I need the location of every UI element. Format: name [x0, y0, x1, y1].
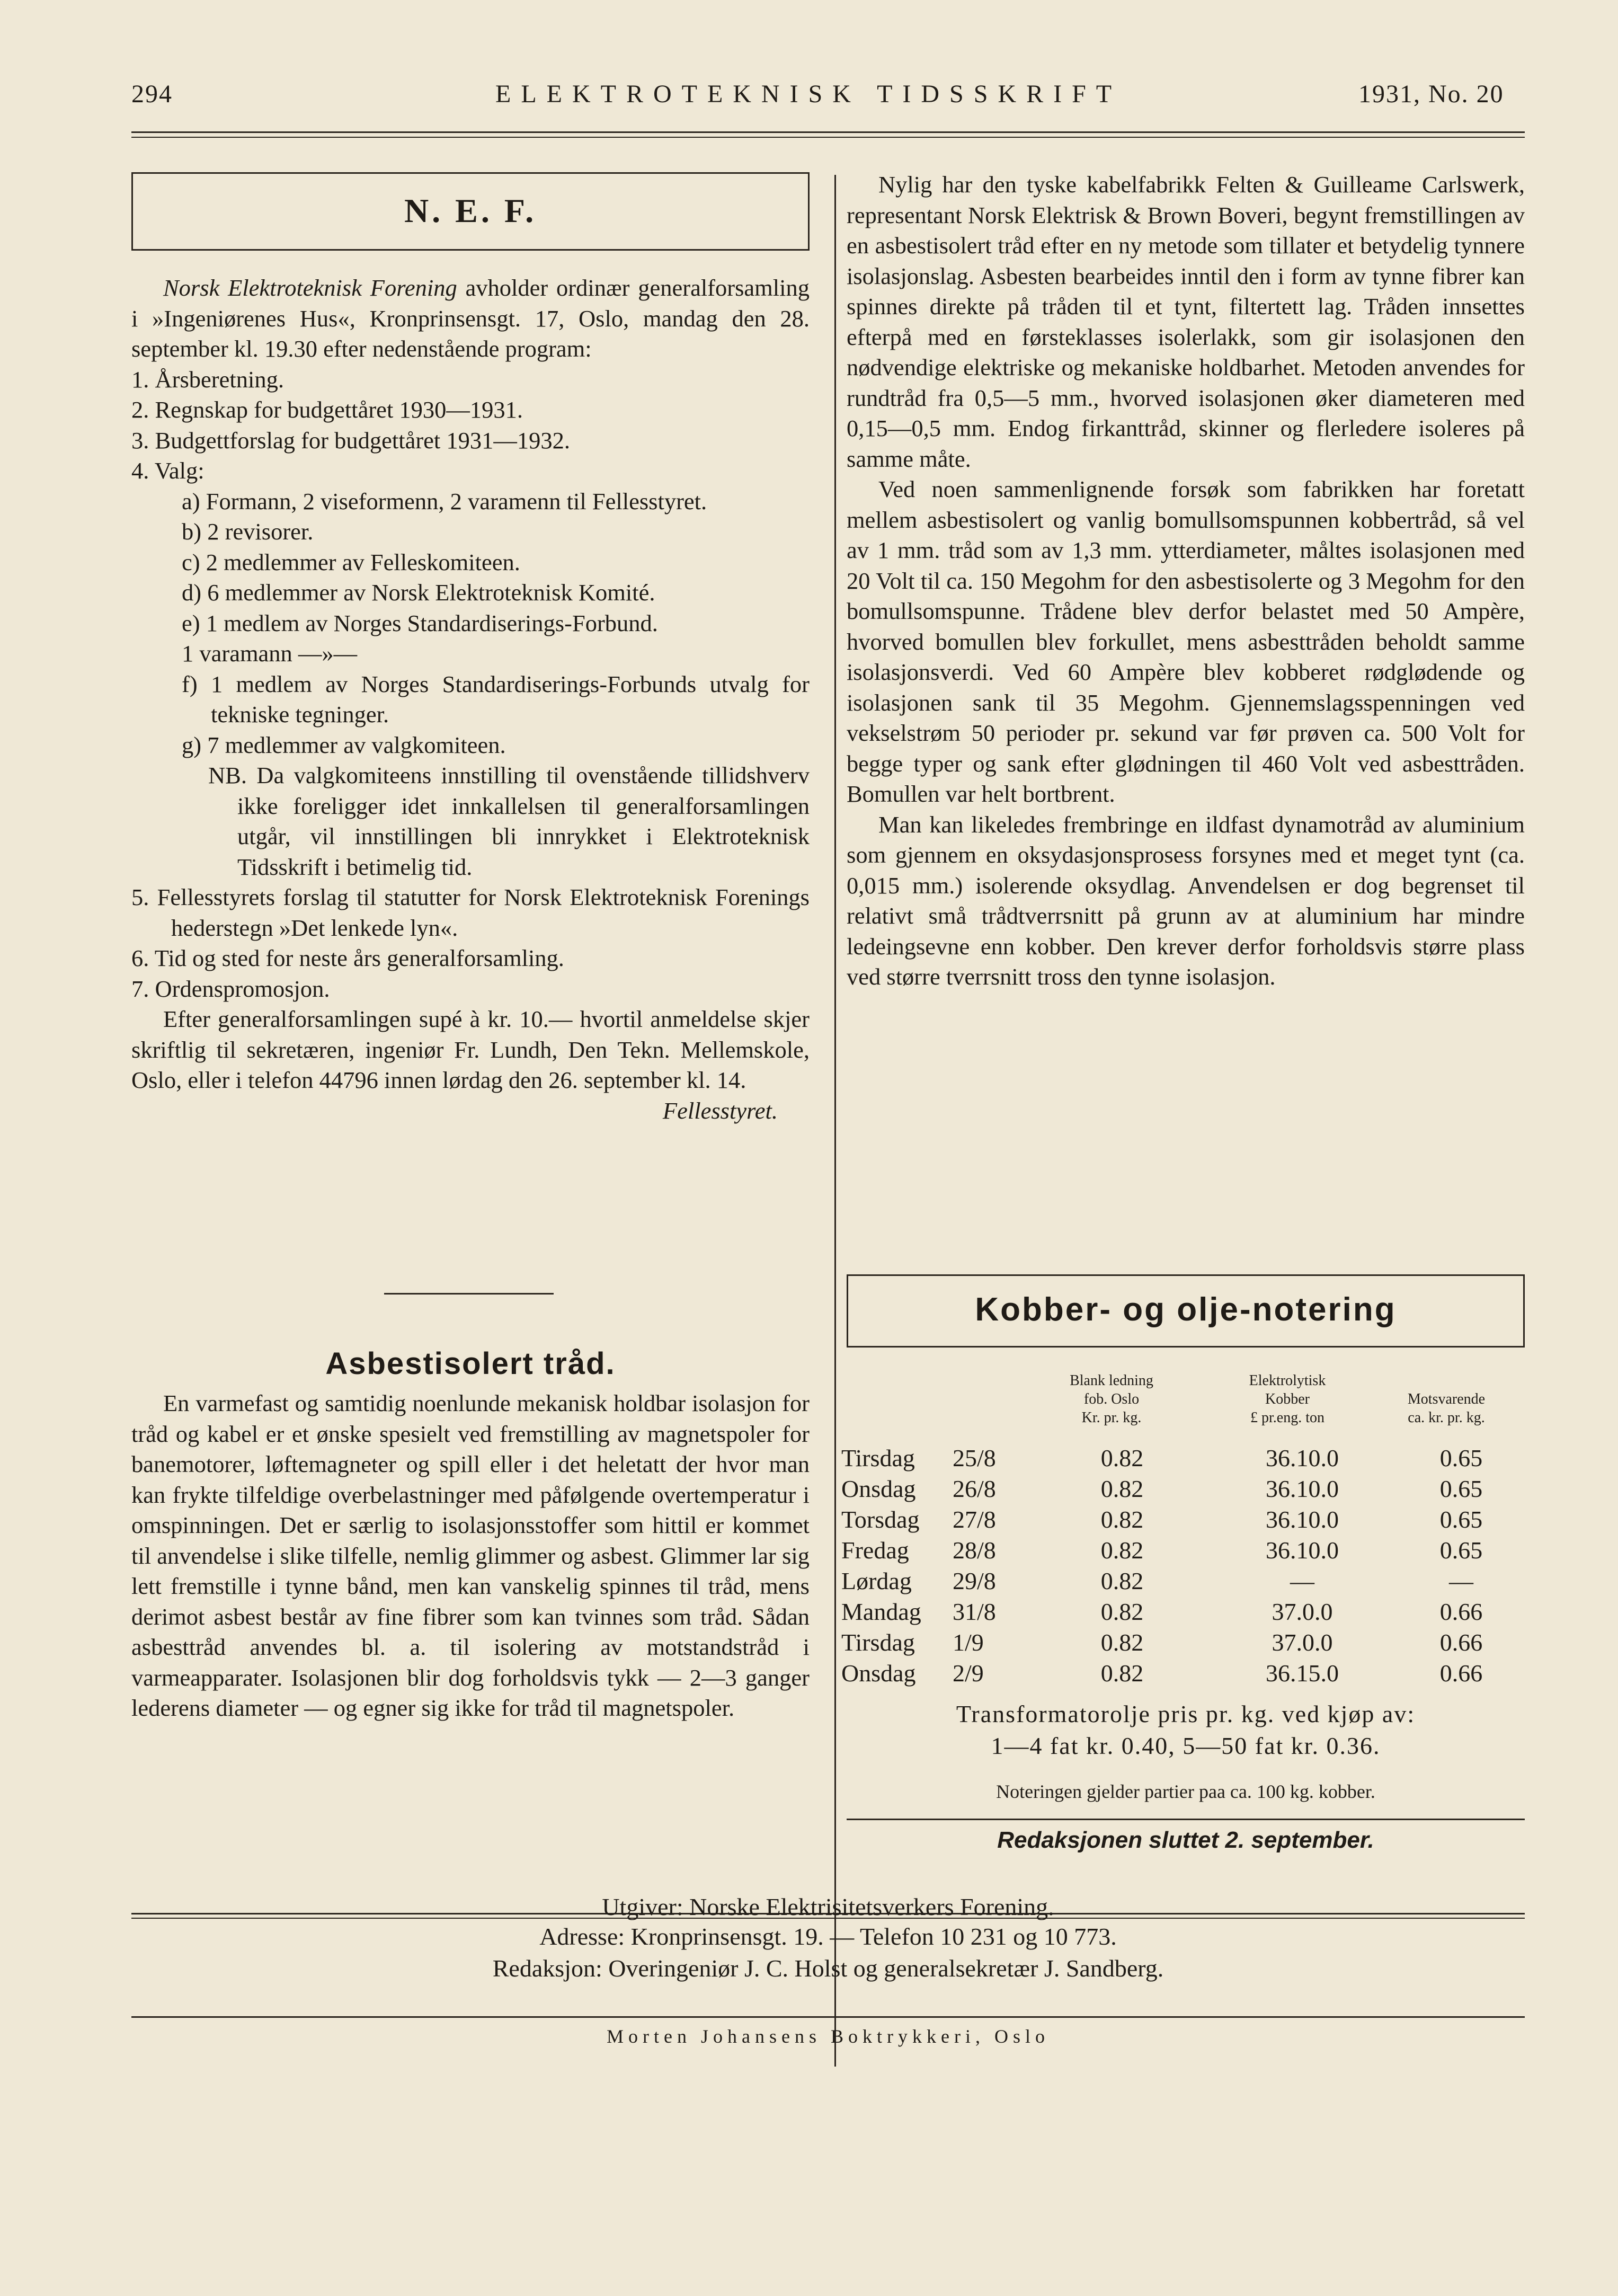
cell-kobber: 36.15.0 [1266, 1660, 1339, 1687]
nef-item: 3. Budgettforslag for budgettåret 1931—1932. [131, 427, 571, 454]
cell-motsvarende: 0.66 [1439, 1660, 1483, 1687]
cell-kobber: 36.10.0 [1266, 1506, 1339, 1533]
kobber-heading: Kobber- og olje-notering [847, 1274, 1525, 1348]
cell-blank: 0.82 [1100, 1444, 1144, 1471]
nef-item: 5. Fellesstyrets forslag til statutter for Norsk Elektroteknisk Forenings hederstegn »Det lenkede lyn«. [131, 884, 810, 941]
nef-intro-italic: Norsk Elektroteknisk Forening [163, 274, 457, 301]
nef-intro-text: avholder ordinær generalforsamling i »Ingeniørenes Hus«, Kronprinsensgt. 17, Oslo, mandag den 28. september kl. 19.30 efter nedenstående program: [131, 274, 810, 362]
table-row [841, 1444, 1530, 1475]
nef-nb: NB. Da valgkomiteens innstilling til ovenstående tillidshverv ikke foreligger idet innkallelsen til generalforsamlingen utgår, vil innstillingen bli innrykket i Elektroteknisk Tidsskrift i betimelig tid. [208, 762, 810, 880]
cell-motsvarende: 0.66 [1439, 1629, 1483, 1656]
asbest-paragraph: Man kan likeledes frembringe en ildfast dynamotråd av aluminium som gjennem en oksydasjonsprosess forsynes med et meget tynt (ca. 0,015 mm.) isolerende oksydlag. Anvendelsen er dog begrenset til relativt små trådtverrsnitt på grunn av at aluminium har mindre ledeingsevne enn kobber. Den krever derfor forholdsvis større plass ved større tverrsnitt tross den tynne isolasjon. [847, 811, 1525, 990]
oil-price-line: Transformatorolje pris pr. kg. ved kjøp av: [956, 1700, 1416, 1727]
cell-motsvarende: 0.65 [1439, 1537, 1483, 1564]
cell-date: 28/8 [953, 1537, 996, 1564]
cell-date: 2/9 [953, 1660, 984, 1687]
nef-item: 4. Valg: [131, 457, 205, 484]
cell-day: Onsdag [841, 1660, 916, 1687]
cell-blank: 0.82 [1100, 1506, 1144, 1533]
cell-day: Lørdag [841, 1567, 912, 1594]
header-line: Blank ledning [1070, 1372, 1153, 1389]
cell-kobber: 36.10.0 [1266, 1537, 1339, 1564]
asbest-paragraph: Ved noen sammenlignende forsøk som fabrikken har foretatt mellem asbestisolert og vanlig bomullsomspunnen kobbertråd, så vel av 1 mm. tråd som av 1,3 mm. ytterdiameter, måltes isolasjonen med 20 Volt til ca. 150 Megohm for den asbestisolerte og 3 Megohm for den bomullsomspunne. Trådene blev derfor belastet med 50 Ampère, hvorved bomullen blev forkullet, mens asbesttråden beholdt samme isolasjonsverdi. Ved 60 Ampère blev kobberet rødglødende og isolasjonen sank til 35 Megohm. Gjennemslagsspenningen ved vekselstrøm 50 perioder pr. sekund var før prøven ca. 500 Volt for begge typer og sank efter glødningen til 460 Volt ved asbesttråden. Bomullen var helt bortbrent. [847, 476, 1525, 807]
oil-price-values: 1—4 fat kr. 0.40, 5—50 fat kr. 0.36. [991, 1732, 1381, 1759]
nef-subitem: a) Formann, 2 viseformenn, 2 varamenn til Fellesstyret. [182, 487, 707, 515]
table-end-rule [847, 1819, 1525, 1820]
cell-kobber: — [1290, 1567, 1314, 1594]
cell-kobber: 36.10.0 [1266, 1475, 1339, 1502]
header-line: ca. kr. pr. kg. [1408, 1409, 1485, 1426]
header-line: £ pr.eng. ton [1250, 1409, 1324, 1426]
cell-motsvarende: 0.66 [1439, 1598, 1483, 1625]
editorial-closed-note: Redaksjonen sluttet 2. september. [997, 1827, 1374, 1853]
editors-line: Redaksjon: Overingeniør J. C. Holst og generalsekretær J. Sandberg. [492, 1955, 1164, 1982]
cell-kobber: 37.0.0 [1272, 1598, 1333, 1625]
nef-subitem: d) 6 medlemmer av Norsk Elektroteknisk Komité. [182, 579, 655, 606]
cell-date: 27/8 [953, 1506, 996, 1533]
cell-day: Torsdag [841, 1506, 920, 1533]
cell-date: 25/8 [953, 1444, 996, 1471]
column-header-kobber [1208, 1371, 1367, 1427]
asbest-heading: Asbestisolert tråd. [325, 1346, 616, 1381]
cell-motsvarende: 0.65 [1439, 1444, 1483, 1471]
nef-closing: Efter generalforsamlingen supé à kr. 10.— hvortil anmeldelse skjer skriftlig til sekretæren, ingeniør Fr. Lundh, Den Tekn. Mellemskole, Oslo, eller i telefon 44796 innen lørdag den 26. september kl. 14. [131, 1006, 810, 1093]
nef-subitem: 1 varamann —»— [182, 640, 358, 667]
printer-line: Morten Johansens Boktrykkeri, Oslo [607, 2026, 1050, 2047]
page-number: 294 [131, 80, 173, 108]
table-row [841, 1475, 1530, 1505]
cell-date: 26/8 [953, 1475, 996, 1502]
nef-subitem: e) 1 medlem av Norges Standardiserings-Forbund. [182, 609, 658, 636]
header-rule [131, 131, 1525, 138]
column-header-blank [1037, 1371, 1186, 1427]
table-row [841, 1628, 1530, 1659]
cell-blank: 0.82 [1100, 1537, 1144, 1564]
header-line: Motsvarende [1407, 1391, 1486, 1407]
cell-blank: 0.82 [1100, 1475, 1144, 1502]
asbest-body-left [131, 1388, 810, 1724]
column-header-motsvarende [1372, 1390, 1521, 1427]
table-row [841, 1505, 1530, 1536]
cell-day: Tirsdag [841, 1629, 915, 1656]
issue-number: 1931, No. 20 [1358, 80, 1504, 108]
table-row [841, 1598, 1530, 1628]
cell-motsvarende: 0.65 [1439, 1506, 1483, 1533]
nef-item: 1. Årsberetning. [131, 366, 284, 393]
nef-heading: N. E. F. [131, 172, 810, 251]
journal-title: ELEKTROTEKNISK TIDSSKRIFT [495, 80, 1122, 108]
cell-day: Mandag [841, 1598, 921, 1625]
column-divider [834, 175, 836, 2067]
cell-day: Onsdag [841, 1475, 916, 1502]
cell-date: 31/8 [953, 1598, 996, 1625]
table-row [841, 1536, 1530, 1567]
cell-kobber: 36.10.0 [1266, 1444, 1339, 1471]
nef-signature: Fellesstyret. [662, 1097, 778, 1124]
nef-subitem: g) 7 medlemmer av valgkomiteen. [182, 731, 506, 758]
publisher-line: Utgiver: Norske Elektrisitetsverkers Forening. [602, 1893, 1054, 1920]
cell-motsvarende: 0.65 [1439, 1475, 1483, 1502]
asbest-body-right [847, 170, 1525, 992]
nef-subitem: b) 2 revisorer. [182, 518, 314, 545]
cell-blank: 0.82 [1100, 1660, 1144, 1687]
header-line: Kr. pr. kg. [1081, 1409, 1142, 1426]
table-row [841, 1659, 1530, 1690]
table-row [841, 1567, 1530, 1598]
nef-item: 7. Ordenspromosjon. [131, 975, 330, 1002]
section-separator [384, 1293, 554, 1295]
cell-date: 1/9 [953, 1629, 984, 1656]
oil-note: Noteringen gjelder partier paa ca. 100 kg. kobber. [996, 1781, 1375, 1802]
cell-kobber: 37.0.0 [1272, 1629, 1333, 1656]
cell-date: 29/8 [953, 1567, 996, 1594]
nef-notice [131, 273, 810, 1126]
nef-item: 2. Regnskap for budgettåret 1930—1931. [131, 396, 523, 423]
asbest-paragraph: En varmefast og samtidig noenlunde mekanisk holdbar isolasjon for tråd og kabel er et ønske spesielt ved fremstilling av magnetspoler for banemotorer, løftemagneter og spill eller i det heletatt der hvor man kan frykte tilfeldige overbelastninger med påfølgende overtemperatur i omspinningen. Det er særlig to isolasjonsstoffer som hittil er kommet til anvendelse i slike tilfelle, nemlig glimmer og asbest. Glimmer lar sig lett fremstille i tynne bånd, men kan vanskelig spinnes til tråd, mens derimot asbest består av fine fibrer som kan tvinnes som tråd. Sådan asbesttråd anvendes bl. a. til isolering av motstandstråd i varmeapparater. Isolasjonen blir dog forholdsvis tykk — 2—3 ganger lederens diameter — og egner sig ikke for tråd til magnetspoler. [131, 1390, 810, 1721]
nef-subitem: f) 1 medlem av Norges Standardiserings-Forbunds utvalg for tekniske tegninger. [182, 670, 810, 728]
asbest-paragraph: Nylig har den tyske kabelfabrikk Felten & Guilleame Carlswerk, representant Norsk Elektrisk & Brown Boveri, begynt fremstillingen av en asbestisolert tråd efter en ny metode som tillater et betydelig tynnere isolasjonslag. Asbesten bearbeides inntil den i form av tynne fibrer kan spinnes direkte på tråden til et tynt, filtertett lag. Tråden innsettes efterpå med en førsteklasses isolerlakk, som gir isolasjonen den nødvendige elektriske og mekaniske holdbarhet. Metoden anvendes for rundtråd fra 0,5—5 mm., hvorved isolasjonen øker diameteren med 0,15—0,5 mm. Endog firkanttråd, skinner og flerledere isoleres på samme måte. [847, 171, 1525, 472]
header-line: Elektrolytisk [1249, 1372, 1326, 1389]
cell-day: Tirsdag [841, 1444, 915, 1471]
cell-day: Fredag [841, 1537, 909, 1564]
nef-subitem: c) 2 medlemmer av Felleskomiteen. [182, 548, 520, 575]
nef-item: 6. Tid og sted for neste års generalforsamling. [131, 945, 564, 971]
cell-motsvarende: — [1449, 1567, 1473, 1594]
cell-blank: 0.82 [1100, 1629, 1144, 1656]
header-line: Kobber [1265, 1391, 1310, 1407]
header-line: fob. Oslo [1083, 1391, 1140, 1407]
printer-rule [131, 2016, 1525, 2018]
cell-blank: 0.82 [1100, 1598, 1144, 1625]
address-line: Adresse: Kronprinsensgt. 19. — Telefon 10 231 og 10 773. [539, 1923, 1117, 1950]
cell-blank: 0.82 [1100, 1567, 1144, 1594]
